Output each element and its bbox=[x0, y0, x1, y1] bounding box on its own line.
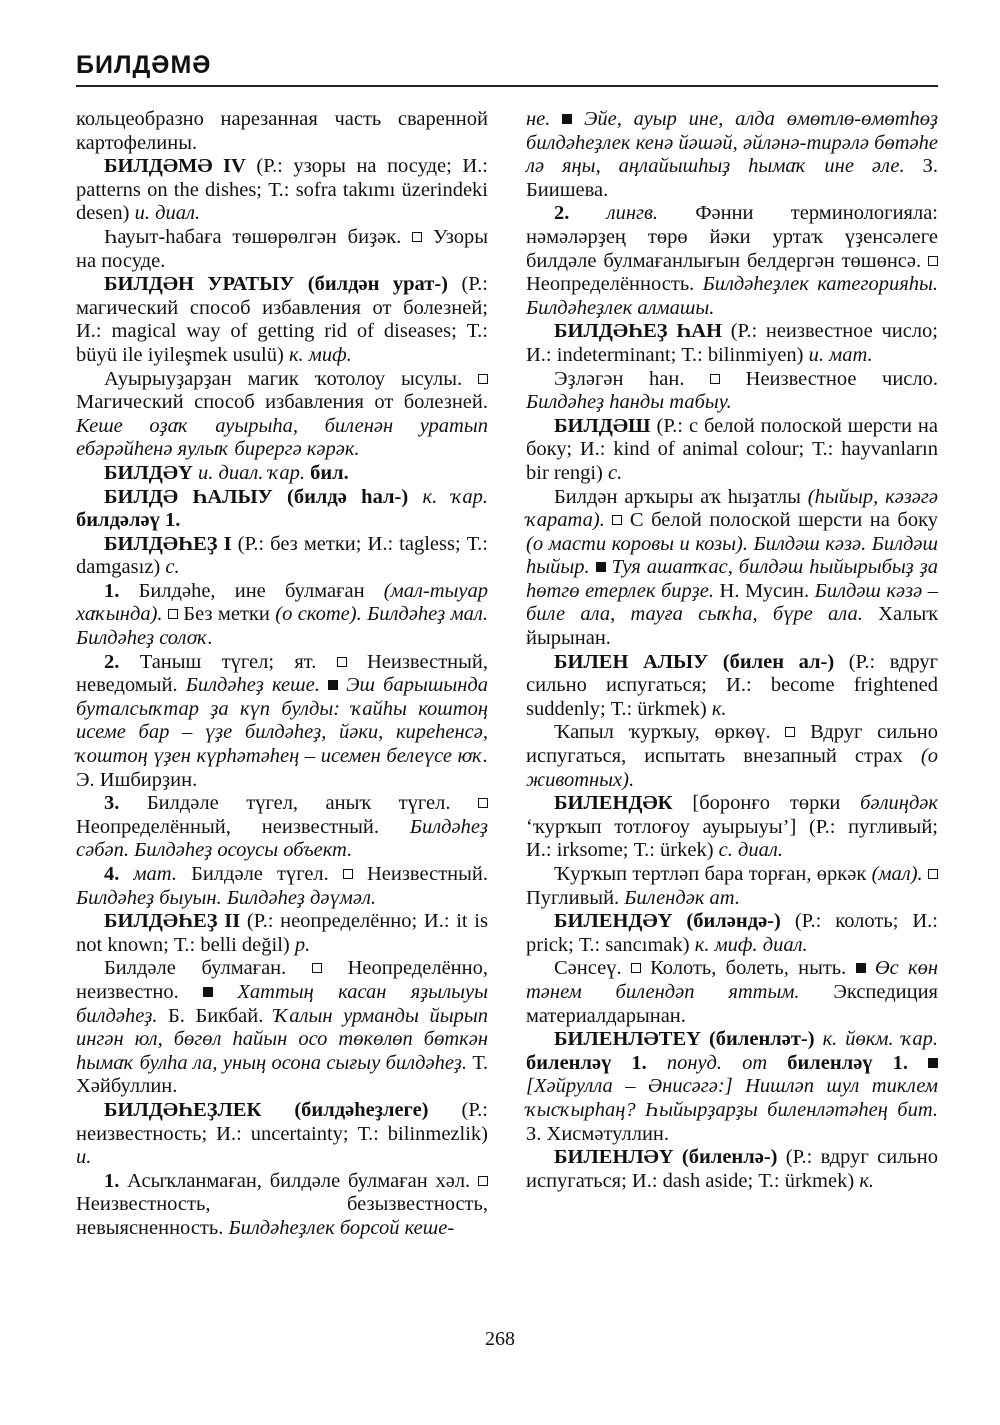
headword: 3. bbox=[104, 792, 120, 815]
headword: БИЛЕНДӘҮ (биләндә-) bbox=[554, 910, 781, 933]
body-text: Неопределённо, неизвестно. bbox=[76, 957, 488, 1003]
entry-paragraph bbox=[76, 462, 488, 486]
italic-text: и. bbox=[76, 1146, 92, 1169]
headword: БИЛДӘҮ bbox=[104, 461, 193, 484]
italic-text: с. диал. bbox=[718, 839, 783, 862]
body-text: Билдәле түгел. bbox=[176, 863, 343, 885]
body-text: Неопределённость. bbox=[526, 273, 703, 296]
italic-text: с. bbox=[607, 461, 623, 484]
body-text: Э. Ишбирҙин. bbox=[76, 768, 198, 791]
body-text: Колоть, болеть, ныть. bbox=[640, 957, 856, 980]
headword: БИЛЕНЛӘҮ (биленлә-) bbox=[554, 1146, 778, 1169]
entry-paragraph bbox=[526, 721, 938, 792]
example-square-icon bbox=[328, 680, 338, 690]
body-text: Неопределённый, неизвестный. bbox=[76, 815, 410, 838]
entry-paragraph bbox=[76, 108, 488, 155]
headword: БИЛДӘН УРАТЫУ (билдән урат-) bbox=[104, 273, 449, 296]
entry-paragraph bbox=[76, 863, 488, 910]
headword: бил. bbox=[310, 461, 349, 484]
body-text: Билдән арҡыры аҡ һыҙатлы bbox=[554, 485, 808, 508]
body-text: С белой полоской шерсти на боку bbox=[622, 509, 938, 532]
headword: биленләү 1. bbox=[526, 1051, 647, 1074]
entry-paragraph bbox=[76, 957, 488, 1099]
body-text: (Р.: узоры на посуде; И.: patterns on the dishes; Т.: sofra takımı üzerindeki desen) bbox=[76, 155, 488, 225]
italic-text: не. bbox=[526, 108, 551, 130]
body-text bbox=[767, 1052, 787, 1074]
body-text: Экспедиция материалдарынан. bbox=[526, 980, 938, 1027]
italic-text: (һыйыр, кәзәгә ҡарата). bbox=[526, 485, 938, 532]
italic-text: понуд. от bbox=[666, 1051, 768, 1074]
body-text: Т. Хәйбуллин. bbox=[76, 1051, 488, 1098]
entry-paragraph bbox=[526, 863, 938, 910]
translation-square-icon bbox=[478, 798, 488, 808]
body-text: Билдәһе, ине булмаған bbox=[119, 579, 384, 602]
entry-paragraph bbox=[526, 415, 938, 486]
body-text: (Р.: без метки; И.: tagless; Т.: damgasız) bbox=[76, 532, 489, 579]
body-text: (Р.: неопределённо; И.: it is not known; Т.: belli değil) bbox=[76, 910, 488, 956]
body-text: (Р.: неизвестное число; И.: indeterminant; Т.: bilinmiyen) bbox=[526, 320, 938, 366]
running-head: БИЛДӘМӘ bbox=[76, 51, 212, 79]
page-number: 268 bbox=[485, 1328, 515, 1350]
italic-text: с. bbox=[165, 556, 180, 579]
headword: биленләү 1. bbox=[787, 1051, 908, 1074]
italic-text: Билдәһеҙ сәбәп. Билдәһеҙ осоусы объект. bbox=[76, 815, 488, 862]
translation-square-icon bbox=[785, 727, 795, 737]
header-rule bbox=[76, 85, 938, 87]
body-text: Неизвестный. bbox=[352, 863, 488, 885]
italic-text: Билдәһеҙлек борсой кеше- bbox=[228, 1216, 455, 1239]
entry-paragraph bbox=[526, 108, 938, 202]
italic-text: р. bbox=[294, 933, 311, 956]
body-text: Б. Бикбай. bbox=[157, 1004, 274, 1027]
headword: 4. bbox=[104, 863, 120, 885]
translation-square-icon bbox=[928, 256, 938, 266]
body-text bbox=[605, 509, 613, 531]
translation-square-icon bbox=[312, 963, 322, 973]
entry-paragraph bbox=[526, 910, 938, 957]
body-text: Неизвестный, неведомый. bbox=[76, 650, 488, 697]
body-text bbox=[550, 108, 562, 130]
entry-paragraph bbox=[526, 1146, 938, 1193]
italic-text: бәлиңдәк bbox=[860, 792, 938, 815]
entry-paragraph bbox=[76, 486, 488, 533]
italic-text: к. миф. диал. bbox=[694, 933, 808, 956]
italic-text: (мал). bbox=[871, 863, 923, 885]
italic-text: к. миф. bbox=[288, 343, 352, 366]
entry-paragraph bbox=[76, 155, 488, 226]
body-text: Халыҡ йырынан. bbox=[526, 603, 938, 650]
entry-paragraph bbox=[76, 792, 488, 863]
italic-text: (о масти коровы и козы). Билдәш кәзә. Билдәш һыйыр. bbox=[526, 532, 938, 579]
example-square-icon bbox=[856, 963, 866, 973]
headword: 1. bbox=[104, 579, 120, 602]
italic-text: Кеше оҙаҡ ауырыһа, биленән уратып ебәрәйһенә яулыҡ бирергә кәрәк. bbox=[76, 414, 488, 461]
body-text: Фәнни терминологияла: нәмәләрҙең төрө йәки уртаҡ үҙенсәлеге билдәле булмағанлығын белдергән төшөнсә. bbox=[526, 202, 938, 272]
entry-paragraph bbox=[526, 320, 938, 367]
body-text: [боронғо төрки bbox=[672, 792, 861, 815]
translation-square-icon bbox=[337, 657, 347, 667]
italic-text: лингв. bbox=[606, 202, 659, 225]
right-column bbox=[526, 108, 938, 1193]
body-text bbox=[908, 1052, 928, 1074]
body-text: Һауыт-һабаға төшөрөлгән биҙәк. bbox=[104, 225, 413, 248]
headword: БИЛДӘМӘ IV bbox=[104, 155, 246, 178]
italic-text: мат. bbox=[133, 863, 177, 885]
example-square-icon bbox=[928, 1058, 938, 1068]
headword: БИЛДӘҺЕҘ I bbox=[104, 532, 232, 555]
italic-text: (мал-тыуар хаҡында). bbox=[76, 579, 488, 626]
body-text: (Р.: с белой полоской шерсти на боку; И.: kind of animal colour; Т.: hayvanların bir rengi) bbox=[526, 414, 938, 484]
entry-paragraph bbox=[76, 580, 488, 651]
left-column bbox=[76, 108, 488, 1241]
headword: БИЛЕНЛӘТЕҮ (биленләт-) bbox=[554, 1028, 815, 1051]
body-text: Неизвестное число. bbox=[720, 367, 938, 390]
translation-square-icon bbox=[612, 515, 622, 525]
body-text: (Р.: неизвестность; И.: uncertainty; Т.: bilinmezlik) bbox=[76, 1098, 488, 1145]
body-text: Неизвестность, безызвестность, невыясненность. bbox=[76, 1193, 488, 1239]
translation-square-icon bbox=[710, 374, 720, 384]
italic-text: к. bbox=[859, 1169, 875, 1192]
headword: БИЛДӘҺЕҘ ҺАН bbox=[554, 320, 723, 343]
italic-text: (о скоте). Билдәһеҙ мал. Билдәһеҙ солоҡ. bbox=[76, 603, 488, 650]
body-text bbox=[569, 202, 606, 224]
body-text bbox=[866, 957, 875, 979]
entry-paragraph bbox=[76, 226, 488, 273]
translation-square-icon bbox=[928, 869, 938, 879]
translation-square-icon bbox=[631, 963, 641, 973]
body-text: ‘ҡурҡып тотлоғоу ауырыуы’] (Р.: пугливый; И.: irksome; Т.: ürkek) bbox=[526, 815, 938, 862]
body-text: Без метки bbox=[177, 603, 276, 626]
entry-paragraph bbox=[526, 368, 938, 415]
headword: билдәләү 1. bbox=[76, 509, 181, 532]
entry-paragraph bbox=[526, 1028, 938, 1146]
italic-text: Эш барышында буталсыҡтар ҙа күп булды: ҡайһы коштоң исеме бар – үҙе билдәһеҙ, йәки, киреһенсә, ҡоштоң үҙен күрһәтәһең – исемен белеүсе юҡ. bbox=[76, 674, 488, 768]
headword: 2. bbox=[104, 650, 120, 673]
headword: 1. bbox=[104, 1169, 120, 1192]
italic-text: Билдәһеҙ быуын. Билдәһеҙ дәүмәл. bbox=[76, 886, 377, 909]
body-text: Билдәле булмаған. bbox=[104, 957, 312, 980]
body-text: Таныш түгел; ят. bbox=[119, 650, 337, 673]
italic-text: к. ҡар. bbox=[422, 485, 488, 508]
body-text bbox=[647, 1052, 667, 1074]
italic-text: Билендәк ат. bbox=[624, 886, 740, 909]
translation-square-icon bbox=[478, 374, 488, 384]
example-square-icon bbox=[596, 562, 606, 572]
italic-text: Хаттың касан яҙылыуы билдәһеҙ. bbox=[76, 980, 488, 1027]
translation-square-icon bbox=[412, 232, 422, 242]
entry-paragraph bbox=[526, 957, 938, 1028]
italic-text: и. диал. bbox=[134, 202, 201, 225]
body-text: З. Хисмәтуллин. bbox=[526, 1122, 670, 1145]
entry-paragraph bbox=[76, 910, 488, 957]
italic-text: к. йөкм. ҡар. bbox=[822, 1028, 939, 1051]
entry-paragraph bbox=[526, 486, 938, 651]
page-header bbox=[76, 50, 938, 80]
italic-text: Ҡалын урманды йырып ингән юл, бөгөл һайын осо төкөлөп бөткән һымаҡ булһа ла, уның осона сығыу билдәһеҙ. bbox=[76, 1004, 488, 1074]
headword: БИЛДӘ ҺАЛЫУ (билдә һал-) bbox=[104, 485, 409, 508]
body-text: Магический способ избавления от болезней. bbox=[76, 391, 488, 414]
entry-paragraph bbox=[76, 533, 488, 580]
body-text: Узоры на посуде. bbox=[76, 225, 488, 272]
body-text: Эҙләгән һан. bbox=[554, 367, 711, 390]
body-text: Асыҡланмаған, билдәле булмаған хәл. bbox=[119, 1169, 478, 1192]
body-text bbox=[408, 486, 422, 508]
body-text bbox=[320, 674, 328, 696]
italic-text: Билдәһеҙ кеше. bbox=[185, 674, 320, 697]
entry-paragraph bbox=[76, 273, 488, 367]
body-text bbox=[119, 863, 133, 885]
body-text: Ҡапыл ҡурҡыу, өркөү. bbox=[554, 721, 786, 744]
italic-text: [Хәйрулла – Әнисәгә:] Нишләп шул тиклем ҡысҡырһаң? Һыйырҙарҙы биленләтәһең бит. bbox=[526, 1075, 938, 1121]
headword: БИЛДӘШ bbox=[554, 414, 651, 437]
italic-text: Туя ашатҡас, билдәш һыйырыбыҙ ҙа һөтгө етерлек бирҙе. bbox=[526, 556, 939, 602]
example-square-icon bbox=[562, 114, 572, 124]
italic-text: Эйе, ауыр ине, алда өмөтлө-өмөтһөҙ билдәһеҙлек кенә йәшәй, әйләнә-тирәлә бөтәһе лә яңы, аңлайышһыҙ һымаҡ ине әле. bbox=[526, 108, 939, 178]
body-text: Сәнсеү. bbox=[554, 957, 631, 980]
body-text: (Р.: вдруг сильно испугаться; И.: dash aside; Т.: ürkmek) bbox=[526, 1146, 939, 1192]
body-text: Ауырыуҙарҙан магик ҡотолоу ысулы. bbox=[104, 367, 478, 390]
italic-text: и. диал. ҡар. bbox=[197, 461, 305, 484]
entry-paragraph bbox=[76, 368, 488, 462]
body-text: (Р.: вдруг сильно испугаться; И.: become frightened suddenly; Т.: ürkmek) bbox=[526, 650, 938, 720]
headword: БИЛЕНДӘК bbox=[554, 792, 673, 815]
body-text: Пугливый. bbox=[526, 886, 625, 909]
entry-paragraph bbox=[526, 202, 938, 320]
body-text: Вдруг сильно испугаться, испытать внезапный страх bbox=[526, 721, 938, 768]
translation-square-icon bbox=[343, 869, 353, 879]
entry-paragraph bbox=[526, 792, 938, 863]
entry-paragraph bbox=[526, 651, 938, 722]
headword: БИЛДӘҺЕҘЛЕК (билдәһеҙлеге) bbox=[104, 1098, 429, 1121]
italic-text: Өс көн тәнем билендәп яттым. bbox=[526, 957, 939, 1003]
body-text: кольцеобразно нарезанная часть сваренной картофелины. bbox=[76, 108, 488, 154]
body-text bbox=[213, 981, 237, 1003]
translation-square-icon bbox=[478, 1176, 488, 1186]
translation-square-icon bbox=[168, 609, 178, 619]
example-square-icon bbox=[203, 987, 213, 997]
body-text bbox=[815, 1028, 823, 1050]
entry-paragraph bbox=[76, 651, 488, 793]
body-text: (Р.: магический способ избавления от болезней; И.: magical way of getting rid of diseases; Т.: büyü ile iyileşmek usulü) bbox=[76, 273, 488, 366]
italic-text: и. мат. bbox=[808, 343, 873, 366]
body-text bbox=[338, 674, 346, 696]
italic-text: Билдәһеҙ һанды табыу. bbox=[526, 391, 732, 414]
entry-paragraph bbox=[76, 1170, 488, 1241]
headword: 2. bbox=[554, 202, 570, 225]
entry-paragraph bbox=[76, 1099, 488, 1170]
body-text: Н. Мусин. bbox=[714, 579, 815, 602]
headword: БИЛДӘҺЕҘ II bbox=[104, 910, 241, 933]
italic-text: (о животных). bbox=[526, 745, 938, 791]
body-text: Билдәле түгел, аныҡ түгел. bbox=[119, 792, 478, 815]
body-text: (Р.: колоть; И.: prick; Т.: sancımak) bbox=[526, 910, 938, 956]
body-text bbox=[572, 108, 584, 130]
body-text: З. Биишева. bbox=[526, 155, 938, 201]
italic-text: к. bbox=[711, 697, 727, 720]
body-text: Ҡурҡып тертләп бара торған, өркәк bbox=[554, 863, 872, 885]
italic-text: Билдәш кәзә – биле ала, тауға сыҡһа, бүре ала. bbox=[526, 579, 938, 626]
headword: БИЛЕН АЛЫУ (билен ал-) bbox=[554, 650, 835, 673]
italic-text: Билдәһеҙлек категорияһы. Билдәһеҙлек алмашы. bbox=[526, 273, 938, 319]
